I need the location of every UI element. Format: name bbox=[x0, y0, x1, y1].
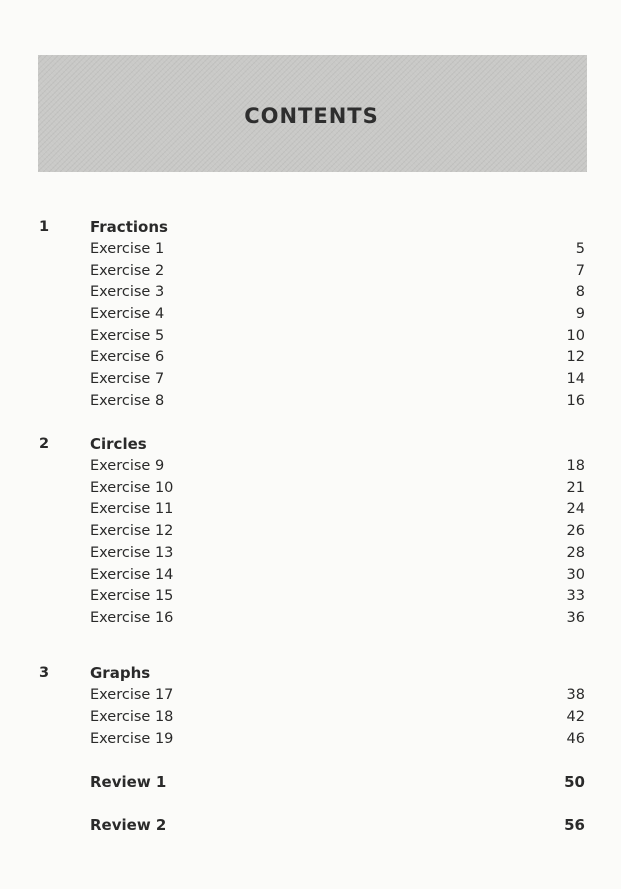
page-number: 36 bbox=[566, 610, 585, 626]
toc-entry bbox=[0, 455, 621, 477]
page-number: 14 bbox=[566, 371, 585, 387]
review-entry bbox=[0, 814, 621, 836]
toc-entry bbox=[0, 542, 621, 564]
page-number: 26 bbox=[566, 523, 585, 539]
toc-entry bbox=[0, 303, 621, 325]
toc-entry bbox=[0, 564, 621, 586]
chapter-title: Circles bbox=[90, 435, 147, 453]
page-number: 28 bbox=[566, 545, 585, 561]
chapter-heading-circles bbox=[0, 433, 621, 455]
exercise-label: Exercise 12 bbox=[90, 523, 174, 539]
review-label: Review 1 bbox=[90, 773, 167, 791]
page-number: 50 bbox=[564, 773, 585, 791]
page-number: 5 bbox=[575, 241, 585, 257]
toc-entry bbox=[0, 346, 621, 368]
toc-entry bbox=[0, 368, 621, 390]
exercise-label: Exercise 8 bbox=[90, 393, 165, 409]
exercise-label: Exercise 14 bbox=[90, 567, 174, 583]
chapter-title: Graphs bbox=[90, 664, 151, 682]
chapter-number: 3 bbox=[39, 665, 50, 681]
chapter-heading-fractions bbox=[0, 216, 621, 238]
exercise-label: Exercise 6 bbox=[90, 349, 165, 365]
exercise-label: Exercise 16 bbox=[90, 610, 174, 626]
toc-entry bbox=[0, 325, 621, 347]
exercise-label: Exercise 18 bbox=[90, 709, 174, 725]
toc-entry bbox=[0, 585, 621, 607]
chapter-number: 2 bbox=[39, 436, 50, 452]
page-number: 8 bbox=[575, 284, 585, 300]
toc-entry bbox=[0, 238, 621, 260]
page-number: 16 bbox=[566, 393, 585, 409]
toc-entry bbox=[0, 260, 621, 282]
toc-entry bbox=[0, 390, 621, 412]
exercise-label: Exercise 7 bbox=[90, 371, 165, 387]
exercise-label: Exercise 1 bbox=[90, 241, 165, 257]
page-number: 30 bbox=[566, 567, 585, 583]
page-number: 9 bbox=[575, 306, 585, 322]
chapter-number: 1 bbox=[39, 219, 50, 235]
toc-entry bbox=[0, 281, 621, 303]
exercise-label: Exercise 9 bbox=[90, 458, 165, 474]
exercise-label: Exercise 10 bbox=[90, 480, 174, 496]
page-number: 24 bbox=[566, 501, 585, 517]
exercise-label: Exercise 11 bbox=[90, 501, 174, 517]
page-number: 46 bbox=[566, 731, 585, 747]
exercise-label: Exercise 15 bbox=[90, 588, 174, 604]
chapter-heading-graphs bbox=[0, 662, 621, 684]
review-entry bbox=[0, 771, 621, 793]
page-number: 33 bbox=[566, 588, 585, 604]
chapter-title: Fractions bbox=[90, 218, 168, 236]
toc-entry bbox=[0, 498, 621, 520]
page-number: 12 bbox=[566, 349, 585, 365]
exercise-label: Exercise 3 bbox=[90, 284, 165, 300]
toc-entry bbox=[0, 706, 621, 728]
page-number: 42 bbox=[566, 709, 585, 725]
page-number: 10 bbox=[566, 328, 585, 344]
toc-entry bbox=[0, 477, 621, 499]
page-number: 21 bbox=[566, 480, 585, 496]
page-title: CONTENTS bbox=[244, 104, 379, 128]
toc-entry bbox=[0, 728, 621, 750]
page-number: 18 bbox=[566, 458, 585, 474]
exercise-label: Exercise 19 bbox=[90, 731, 174, 747]
page-number: 56 bbox=[564, 816, 585, 834]
page-number: 38 bbox=[566, 687, 585, 703]
exercise-label: Exercise 17 bbox=[90, 687, 174, 703]
page-number: 7 bbox=[575, 263, 585, 279]
exercise-label: Exercise 4 bbox=[90, 306, 165, 322]
toc-entry bbox=[0, 520, 621, 542]
exercise-label: Exercise 2 bbox=[90, 263, 165, 279]
toc-entry bbox=[0, 607, 621, 629]
toc-entry bbox=[0, 684, 621, 706]
exercise-label: Exercise 13 bbox=[90, 545, 174, 561]
exercise-label: Exercise 5 bbox=[90, 328, 165, 344]
review-label: Review 2 bbox=[90, 816, 167, 834]
